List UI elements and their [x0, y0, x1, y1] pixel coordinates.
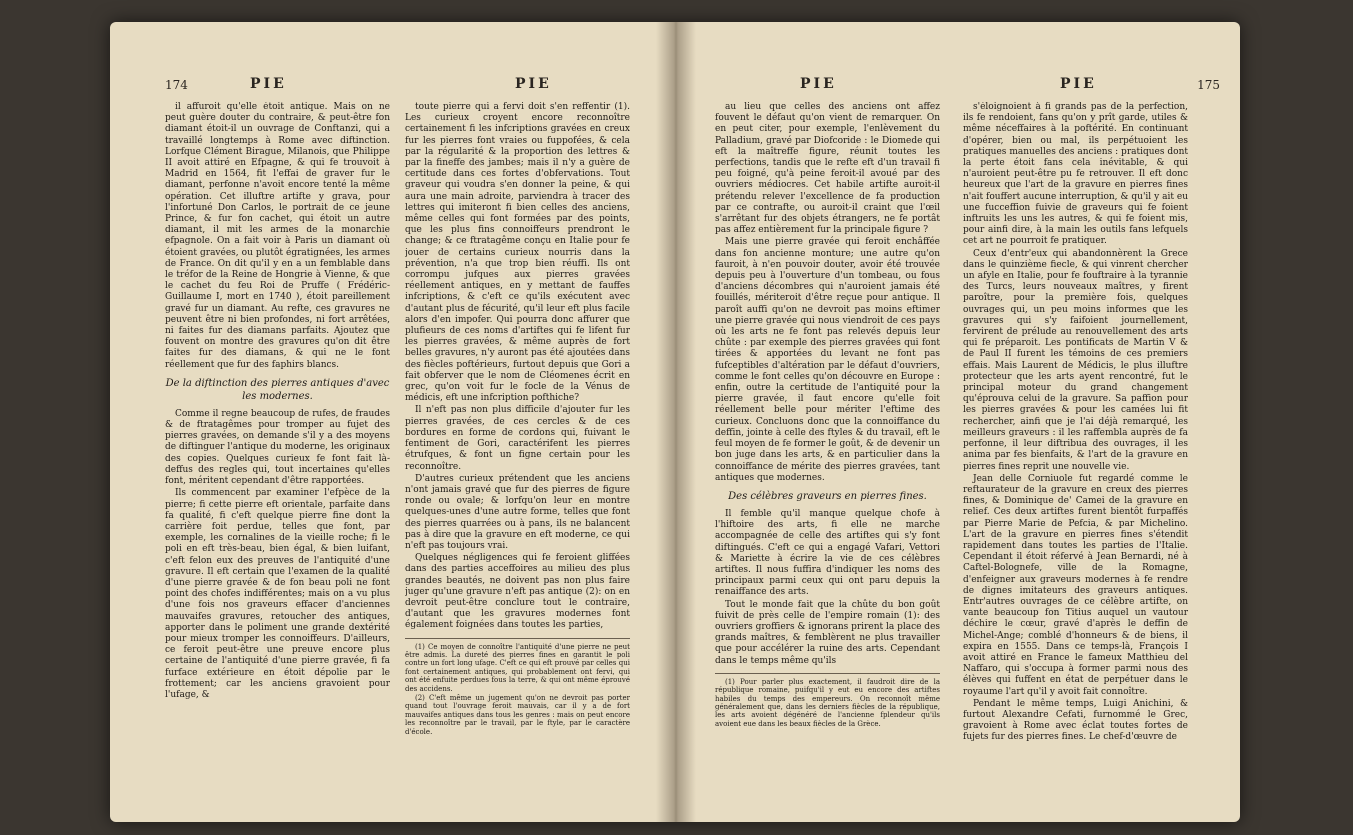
paragraph: au lieu que celles des anciens ont affez fouvent le défaut qu'on vient de remarquer. On en peut citer, pour exemple, l'enlèvement du Palladium, gravé par Diofcoride : le Diomede qui eft la maîtreffe figure, réunit toutes les perfections, tandis que le refte eft d'un travail fi peu foigné, qu'à peine feroit-il avoué par des ouvriers médiocres. Cet habile artifte auroit-il prétendu relever l'excellence de fa production par ce contrafte, ou auroit-il craint que l'œil s'arrêtant fur des objets étrangers, ne fe portât pas affez entièrement fur la principale figure ? — [715, 102, 940, 236]
running-head-word: PIE — [1060, 76, 1097, 92]
right-running-head — [760, 76, 1230, 94]
paragraph: Mais une pierre gravée qui feroit enchâffée dans fon ancienne monture; une autre qu'on fauroit, à n'en pouvoir douter, avoir été trouvée depuis peu à l'ouverture d'un tombeau, ou fous d'anciens décombres qui n'auroient jamais été fouillés, mériteroit d'être reçue pour antique. Il paroît auffi qu'on ne devroit pas moins eftimer une pierre gravée qui nous viendroit de ces pays où les arts ne fe font pas relevés depuis leur chûte : par exemple des pierres gravées qui font tirées & apportées du levant ne font pas fufceptibles d'altération par le défaut d'ouvriers, comme le font celles qu'on découvre en Europe : enfin, outre la certitude de l'antiquité pour la pierre gravée, il faut encore qu'elle foit réellement belle pour mériter l'eftime des curieux. Concluons donc que la connoiffance du deffin, jointe à celle des ftyles & du travail, eft le feul moyen de fe former le goût, & de devenir un bon juge dans les arts, & en particulier dans la connoiffance de mérite des pierres gravées, tant antiques que modernes. — [715, 237, 940, 483]
section-heading: Des célèbres graveurs en pierres fines. — [728, 490, 927, 502]
footnote-rule — [405, 638, 630, 639]
paragraph: Il n'eft pas non plus difficile d'ajouter fur les pierres gravées, de ces cercles & de ces bordures en forme de cordons qui, fuivant le fentiment de Gori, caractérifent les pierres étrufques, & font un figne certain pour les reconnoître. — [405, 405, 630, 472]
paragraph: Quelques négligences qui fe feroient gliffées dans des parties acceffoires au milieu des plus grandes beautés, ne doivent pas non plus faire juger qu'une gravure n'eft pas antique (2): on en devroit peut-être conclure tout le contraire, d'autant que les gravures modernes font également foignées dans toutes les parties, — [405, 553, 630, 631]
left-page-column-2 — [405, 102, 630, 792]
footnote: (1) Pour parler plus exactement, il faudroit dire de la république romaine, puifqu'il y eut eu encore des artiftes habiles du temps des empereurs. On reconnoît même généralement que, dans les derniers fiècles de la république, les arts avoient dégénéré de l'ancienne fplendeur qu'ils avoient eue dans les beaux fiècles de la Grèce. — [715, 677, 940, 728]
paragraph: Pendant le même temps, Luigi Anichini, & furtout Alexandre Cefati, furnommé le Grec, gravoient à Rome avec éclat toutes fortes de fujets fur des pierres fines. Le chef-d'œuvre de — [963, 698, 1188, 743]
running-head-word: PIE — [800, 76, 837, 92]
paragraph: Tout le monde fait que la chûte du bon goût fuivit de près celle de l'empire romain (1): des ouvriers groffiers & ignorans prirent la place des grands maîtres, & femblèrent ne plus travailler que pour accélérer la ruine des arts. Cependant dans le temps même qu'ils — [715, 599, 940, 666]
paragraph: Jean delle Corniuole fut regardé comme le reftaurateur de la gravure en creux des pierres fines, & Dominique de' Camei de la gravure en relief. Ces deux artiftes furent bientôt furpaffés par Pierre Marie de Pefcia, & par Michelino. L'art de la gravure en pierres fines s'étendit rapidement dans toutes les parties de l'Italie. Cependant il étoit réfervé à Jean Bernardi, né à Caftel-Bolognefe, ville de la Romagne, d'enfeigner aux graveurs modernes à fe rendre de dignes imitateurs des graveurs antiques. Entr'autres ouvrages de ce célèbre artifte, on vante beaucoup fon Titius auquel un vautour déchire le cœur, gravé d'après le deffin de Michel-Ange; comblé d'honneurs & de biens, il expira en 1555. Dans ce temps-là, François I avoit attiré en France le fameux Matthieu del Naffaro, qui s'occupa à former parmi nous des élèves qui fuffent en état de perpétuer dans le royaume l'art qu'il y avoit fait connoître. — [963, 473, 1188, 697]
left-page — [110, 32, 645, 812]
page-number-left: 174 — [165, 78, 188, 92]
paragraph: D'autres curieux prétendent que les anciens n'ont jamais gravé que fur des pierres de figure ronde ou ovale; & lorfqu'on leur en montre quelques-unes d'une autre forme, telles que font des pierres quarrées ou à pans, ils ne balancent pas à dire que la gravure en eft moderne, ce qui n'eft pas toujours vrai. — [405, 473, 630, 551]
book-gutter — [656, 22, 696, 822]
paragraph: Comme il regne beaucoup de rufes, de fraudes & de ftratagêmes pour tromper au fujet des pierres gravées, on demande s'il y a des moyens de diftinguer l'antique du moderne, les originaux des copies. Quelques curieux fe font fait là-deffus des regles qui, tout incertaines qu'elles font, méritent cependant d'être rapportées. — [165, 408, 390, 487]
paragraph: Ceux d'entr'eux qui abandonnèrent la Grece dans le quinzième fiecle, & qui vinrent chercher un afyle en Italie, pour fe fouftraire à la tyrannie des Turcs, leurs nouveaux maîtres, y firent paroître, pour la première fois, quelques ouvrages qui, un peu moins informes que les gravures qui s'y faifoient journellement, fervirent de prélude au renouvellement des arts qui fe préparoit. Les pontificats de Martin V & de Paul II furent les témoins de ces premiers effais. Mais Laurent de Médicis, le plus illuftre protecteur que les arts ayent rencontré, fut le principal moteur du grand changement qu'éprouva celui de la gravure. Sa paffion pour les pierres gravées & pour les camées lui fit rechercher, ainfi que je l'ai déjà remarqué, les meilleurs graveurs : il les raffembla auprès de fa perfonne, il leur diftribua des ouvrages, il les anima par fes bienfaits, & l'art de la gravure en pierres fines reprit une nouvelle vie. — [963, 248, 1188, 472]
right-page-column-1 — [715, 102, 940, 792]
right-page — [705, 32, 1240, 812]
open-book — [110, 22, 1240, 822]
paragraph: Il femble qu'il manque quelque chofe à l'hiftoire des arts, fi elle ne marche accompagnée de celle des artiftes qui s'y font diftingués. C'eft ce qui a engagé Vafari, Vettori & Mariette à écrire la vie de ces célèbres artiftes. Il nous fuffira d'indiquer les noms des principaux parmi ceux qui ont paru depuis la renaiffance des arts. — [715, 508, 940, 598]
paragraph: s'éloignoient à fi grands pas de la perfection, ils fe rendoient, fans qu'on y prît garde, utiles & même néceffaires à la poftérité. En continuant d'opérer, bien ou mal, ils perpétuoient les pratiques manuelles des anciens : pratiques dont la perte étoit fans cela inévitable, & qui n'auroient peut-être pu fe retrouver. Il eft donc heureux que l'art de la gravure en pierres fines n'ait fouffert aucune interruption, & qu'il y ait eu une fucceffion fuivie de graveurs qui fe foient inftruits les uns les autres, & qui fe foient mis, pour ainfi dire, à la main les outils fans lefquels cet art ne pourroit fe pratiquer. — [963, 102, 1188, 247]
section-heading: De la diftinction des pierres antiques d'avec les modernes. — [165, 377, 390, 402]
paragraph: toute pierre qui a fervi doit s'en reffentir (1). Les curieux croyent encore reconnoître certainement fi les infcriptions gravées en creux fur les pierres font vraies ou fuppofées, & cela par la régularité & la proportion des lettres & par la fineffe des jambes; mais il n'y a guère de certitude dans ces fortes d'obfervations. Tout graveur qui voudra s'en donner la peine, & qui aura une main adroite, parviendra à tracer des lettres qui imiteront fi bien celles des anciens, même celles qui font formées par des points, que les plus fins connoiffeurs prendront le change; & ce ftratagême conçu en Italie pour fe jouer de certains curieux nourris dans la prévention, n'a que trop bien réuffi. Ils ont corrompu jufques aux pierres gravées réellement antiques, en y mettant de fauffes infcriptions, & c'eft ce qu'ils exécutent avec d'autant plus de fécurité, qu'il leur eft plus facile alors d'en impofer. Qui pourra donc affurer que plufieurs de ces noms d'artiftes qui fe lifent fur les pierres gravées, & même auprès de fort belles gravures, n'y auront pas été ajoutées dans des fiècles poftérieurs, furtout depuis que Gori a fait obferver que le nom de Cléomenes écrit en grec, qu'on voit fur le focle de la Vénus de médicis, eft une infcription pofthiche? — [405, 102, 630, 404]
left-running-head — [165, 76, 635, 94]
left-page-column-1 — [165, 102, 390, 792]
right-page-column-2 — [963, 102, 1188, 792]
paragraph: Ils commencent par examiner l'efpèce de la pierre; fi cette pierre eft orientale, parfaite dans fa qualité, fi c'eft quelque pierre fine dont la carrière foit perdue, telles que font, par exemple, les cornalines de la vieille roche; fi le poli en eft très-beau, bien égal, & bien luifant, c'eft felon eux des preuves de l'antiquité d'une gravure. Il eft certain que l'examen de la qualité d'une pierre gravée & de fon beau poli ne font point des chofes indifférentes; mais on a vu plus d'une fois nos graveurs effacer d'anciennes mauvaifes gravures, retoucher des antiques, apporter dans le poliment une grande dextérité pour mieux tromper les connoiffeurs. D'ailleurs, ce feroit peut-être une preuve encore plus certaine de l'antiquité d'une pierre gravée, fi fa furface extérieure en étoit dépolie par le frottement; car les anciens gravoient pour l'ufage, & — [165, 488, 390, 700]
paragraph: il affuroit qu'elle étoit antique. Mais on ne peut guère douter du contraire, & peut-être fon diamant étoit-il un ouvrage de Conftanzi, qui a travaillé longtemps à Rome avec diftinction. Lorfque Clément Birague, Milanois, que Philippe II avoit attiré en Efpagne, & qui fe trouvoit à Madrid en 1564, fit l'effai de graver fur le diamant, perfonne n'avoit encore tenté la même opération. Cet illuftre artifte y grava, pour l'infortuné Don Carlos, le portrait de ce jeune Prince, & fur fon cachet, qui étoit un autre diamant, il mit les armes de la monarchie efpagnole. On a fait voir à Paris un diamant où étoient gravées, ou plutôt égratignées, les armes de France. On dit qu'il y en a un femblable dans le tréfor de la Reine de Hongrie à Vienne, & que le cachet du feu Roi de Pruffe ( Frédéric-Guillaume I, mort en 1740 ), étoit pareillement gravé fur un diamant. Au refte, ces gravures ne peuvent être ni bien profondes, ni fort arrêtées, ni faites fur des diamans parfaits. Ajoutez que fouvent on montre des gravures qu'on dit être faites fur des diamans, & qui ne le font réellement que fur des faphirs blancs. — [165, 102, 390, 370]
footnote: (2) C'eft même un jugement qu'on ne devroit pas porter quand tout l'ouvrage feroit mauvais, car il y a de fort mauvaifes antiques dans tous les genres : mais on peut encore les reconnoître par le travail, par le ftyle, par le caractère d'école. — [405, 693, 630, 736]
running-head-word: PIE — [515, 76, 552, 92]
footnote: (1) Ce moyen de connoître l'antiquité d'une pierre ne peut être admis. La dureté des pierres fines en garantit le poli contre un fort long ufage. C'eft ce qui eft prouvé par celles qui font certainement antiques, qui probablement ont fervi, qui ont été enfuite perdues fous la terre, & qui ont même éprouvé des accidens. — [405, 642, 630, 693]
page-number-right: 175 — [1197, 78, 1220, 92]
footnote-rule — [715, 673, 940, 674]
running-head-word: PIE — [250, 76, 287, 92]
